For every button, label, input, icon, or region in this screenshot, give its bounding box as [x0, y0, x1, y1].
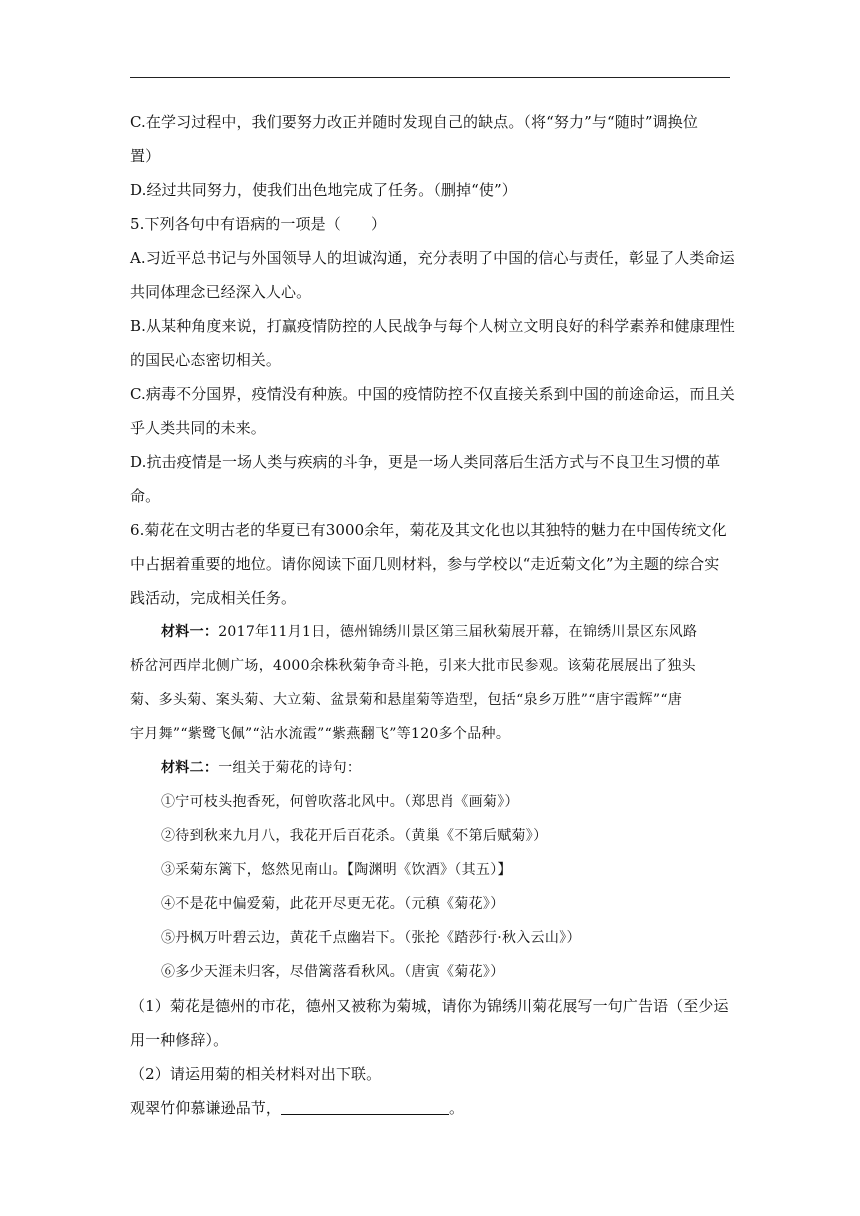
task-1: （1）菊花是德州的市花，德州又被称为菊城，请你为锦绣川菊花展写一句广告语（至少运	[130, 997, 729, 1015]
option-d-q5-cont: 命。	[130, 487, 161, 505]
couplet-upper: 观翠竹仰慕谦逊品节，	[130, 1099, 282, 1117]
material-2-intro: 材料二：一组关于菊花的诗句：	[161, 760, 362, 776]
material-1-line1: 材料一：2017年11月1日，德州锦绣川景区第三届秋菊展开幕，在锦绣川景区东风路	[161, 624, 698, 640]
poem-line: ⑤丹枫万叶碧云边，黄花千点幽岩下。（张抡《踏莎行·秋入云山》）	[161, 930, 581, 946]
material-1-line4: 宇月舞”“紫鹭飞佩”“沾水流霞”“紫燕翻飞”等120多个品种。	[130, 726, 511, 742]
question-6-cont2: 践活动，完成相关任务。	[130, 589, 297, 607]
poem-line: ①宁可枝头抱香死，何曾吹落北风中。（郑思肖《画菊》）	[161, 794, 519, 810]
material-1-line3: 菊、多头菊、案头菊、大立菊、盆景菊和悬崖菊等造型，包括“泉乡万胜”“唐宇霞辉”“唐	[130, 692, 683, 708]
task-2: （2）请运用菊的相关材料对出下联。	[130, 1065, 382, 1083]
option-a-q5: A.习近平总书记与外国领导人的坦诚沟通，充分表明了中国的信心与责任，彰显了人类命运	[130, 249, 735, 267]
task-1-cont: 用一种修辞）。	[130, 1031, 229, 1049]
material-2-label: 材料二：	[161, 760, 219, 776]
question-6: 6.菊花在文明古老的华夏已有3000余年，菊花及其文化也以其独特的魅力在中国传统文化	[130, 521, 727, 539]
poem-line: ②待到秋来九月八，我花开后百花杀。（黄巢《不第后赋菊》）	[161, 828, 548, 844]
material-1-label: 材料一：	[161, 624, 219, 640]
option-c-q4: C.在学习过程中，我们要努力改正并随时发现自己的缺点。（将“努力”与“随时”调换位	[130, 113, 698, 131]
option-c-q5: C.病毒不分国界，疫情没有种族。中国的疫情防控不仅直接关系到中国的前途命运，而且关	[130, 385, 735, 403]
poem-line: ③采菊东篱下，悠然见南山。【陶渊明《饮酒》（其五）】	[161, 862, 512, 878]
option-c-q5-cont: 乎人类共同的未来。	[130, 419, 266, 437]
answer-blank[interactable]	[281, 1100, 449, 1115]
header-rule	[130, 77, 730, 78]
material-1-line2: 桥岔河西岸北侧广场，4000余株秋菊争奇斗艳，引来大批市民参观。该菊花展展出了独头	[130, 658, 696, 674]
option-b-q5: B.从某种角度来说，打赢疫情防控的人民战争与每个人树立文明良好的科学素养和健康理性	[130, 317, 735, 335]
option-d-q5: D.抗击疫情是一场人类与疾病的斗争，更是一场人类同落后生活方式与不良卫生习惯的革	[130, 453, 721, 471]
option-d-q4: D.经过共同努力，使我们出色地完成了任务。（删掉“使”）	[130, 181, 517, 199]
couplet-line: 观翠竹仰慕谦逊品节， 。	[130, 1099, 465, 1117]
question-5: 5.下列各句中有语病的一项是（ ）	[130, 215, 387, 233]
option-b-q5-cont: 的国民心态密切相关。	[130, 351, 282, 369]
poem-line: ⑥多少天涯未归客，尽借篱落看秋风。（唐寅《菊花》）	[161, 964, 505, 980]
poem-line: ④不是花中偏爱菊，此花开尽更无花。（元稹《菊花》）	[161, 896, 505, 912]
question-6-cont: 中占据着重要的地位。请你阅读下面几则材料，参与学校以“走近菊文化”为主题的综合实	[130, 555, 720, 573]
option-c-q4-cont: 置）	[130, 147, 161, 165]
option-a-q5-cont: 共同体理念已经深入人心。	[130, 283, 312, 301]
